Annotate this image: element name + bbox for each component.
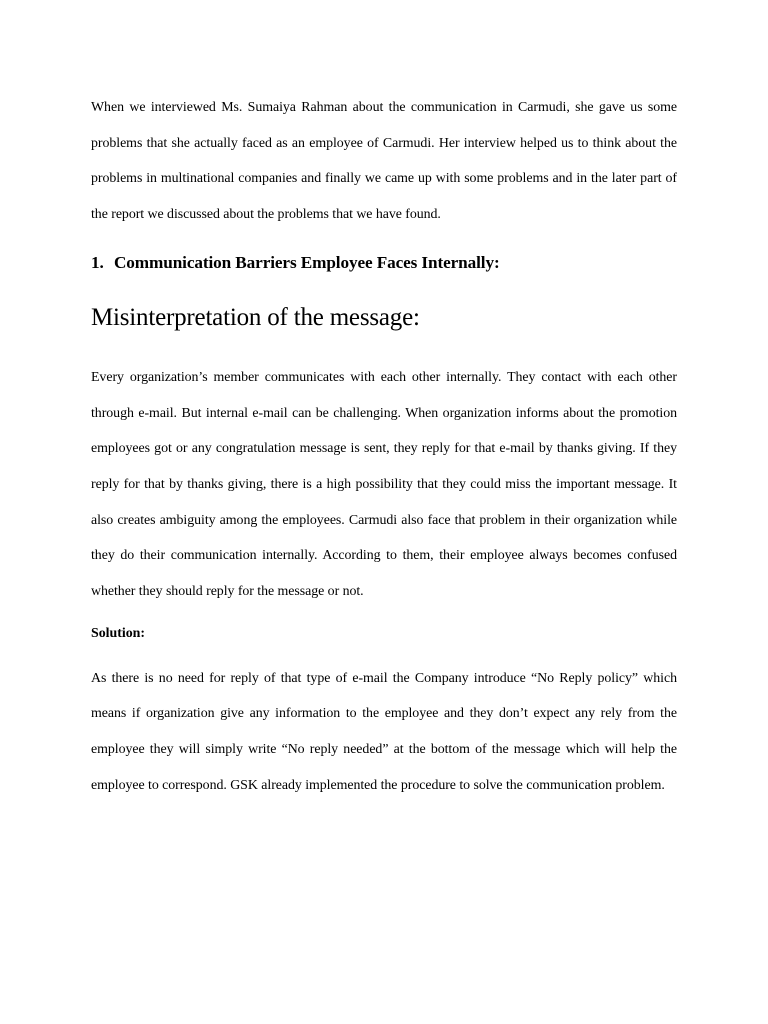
section-number: 1. [91,252,104,272]
solution-paragraph: As there is no need for reply of that type of e-mail the Company introduce “No Reply policy” which means if organization give any information to the employee and they don’t expect any rely from the employee they will simply write “No reply needed” at the bottom of the message which will help the employee to correspond. GSK already implemented the procedure to solve the communication problem. [91,670,677,793]
section-title: Communication Barriers Employee Faces Internally: [114,252,500,272]
intro-paragraph: When we interviewed Ms. Sumaiya Rahman about the communication in Carmudi, she gave us some problems that she actually faced as an employee of Carmudi. Her interview helped us to think about the problems in multinational companies and finally we came up with some problems and in the later part of the report we discussed about the problems that we have found. [91,100,677,223]
document-content [91,90,677,804]
body-paragraph: Every organization’s member communicates with each other internally. They contact with each other through e-mail. But internal e-mail can be challenging. When organization informs about the promotion employees got or any congratulation message is sent, they reply for that e-mail by thanks giving. If they reply for that by thanks giving, there is a high possibility that they could miss the important message. It also creates ambiguity among the employees. Carmudi also face that problem in their organization while they do their communication internally. According to them, their employee always becomes confused whether they should reply for the message or not. [91,369,677,600]
section-heading [91,251,677,275]
subheading: Misinterpretation of the message: [91,303,420,331]
solution-label: Solution: [91,625,146,641]
